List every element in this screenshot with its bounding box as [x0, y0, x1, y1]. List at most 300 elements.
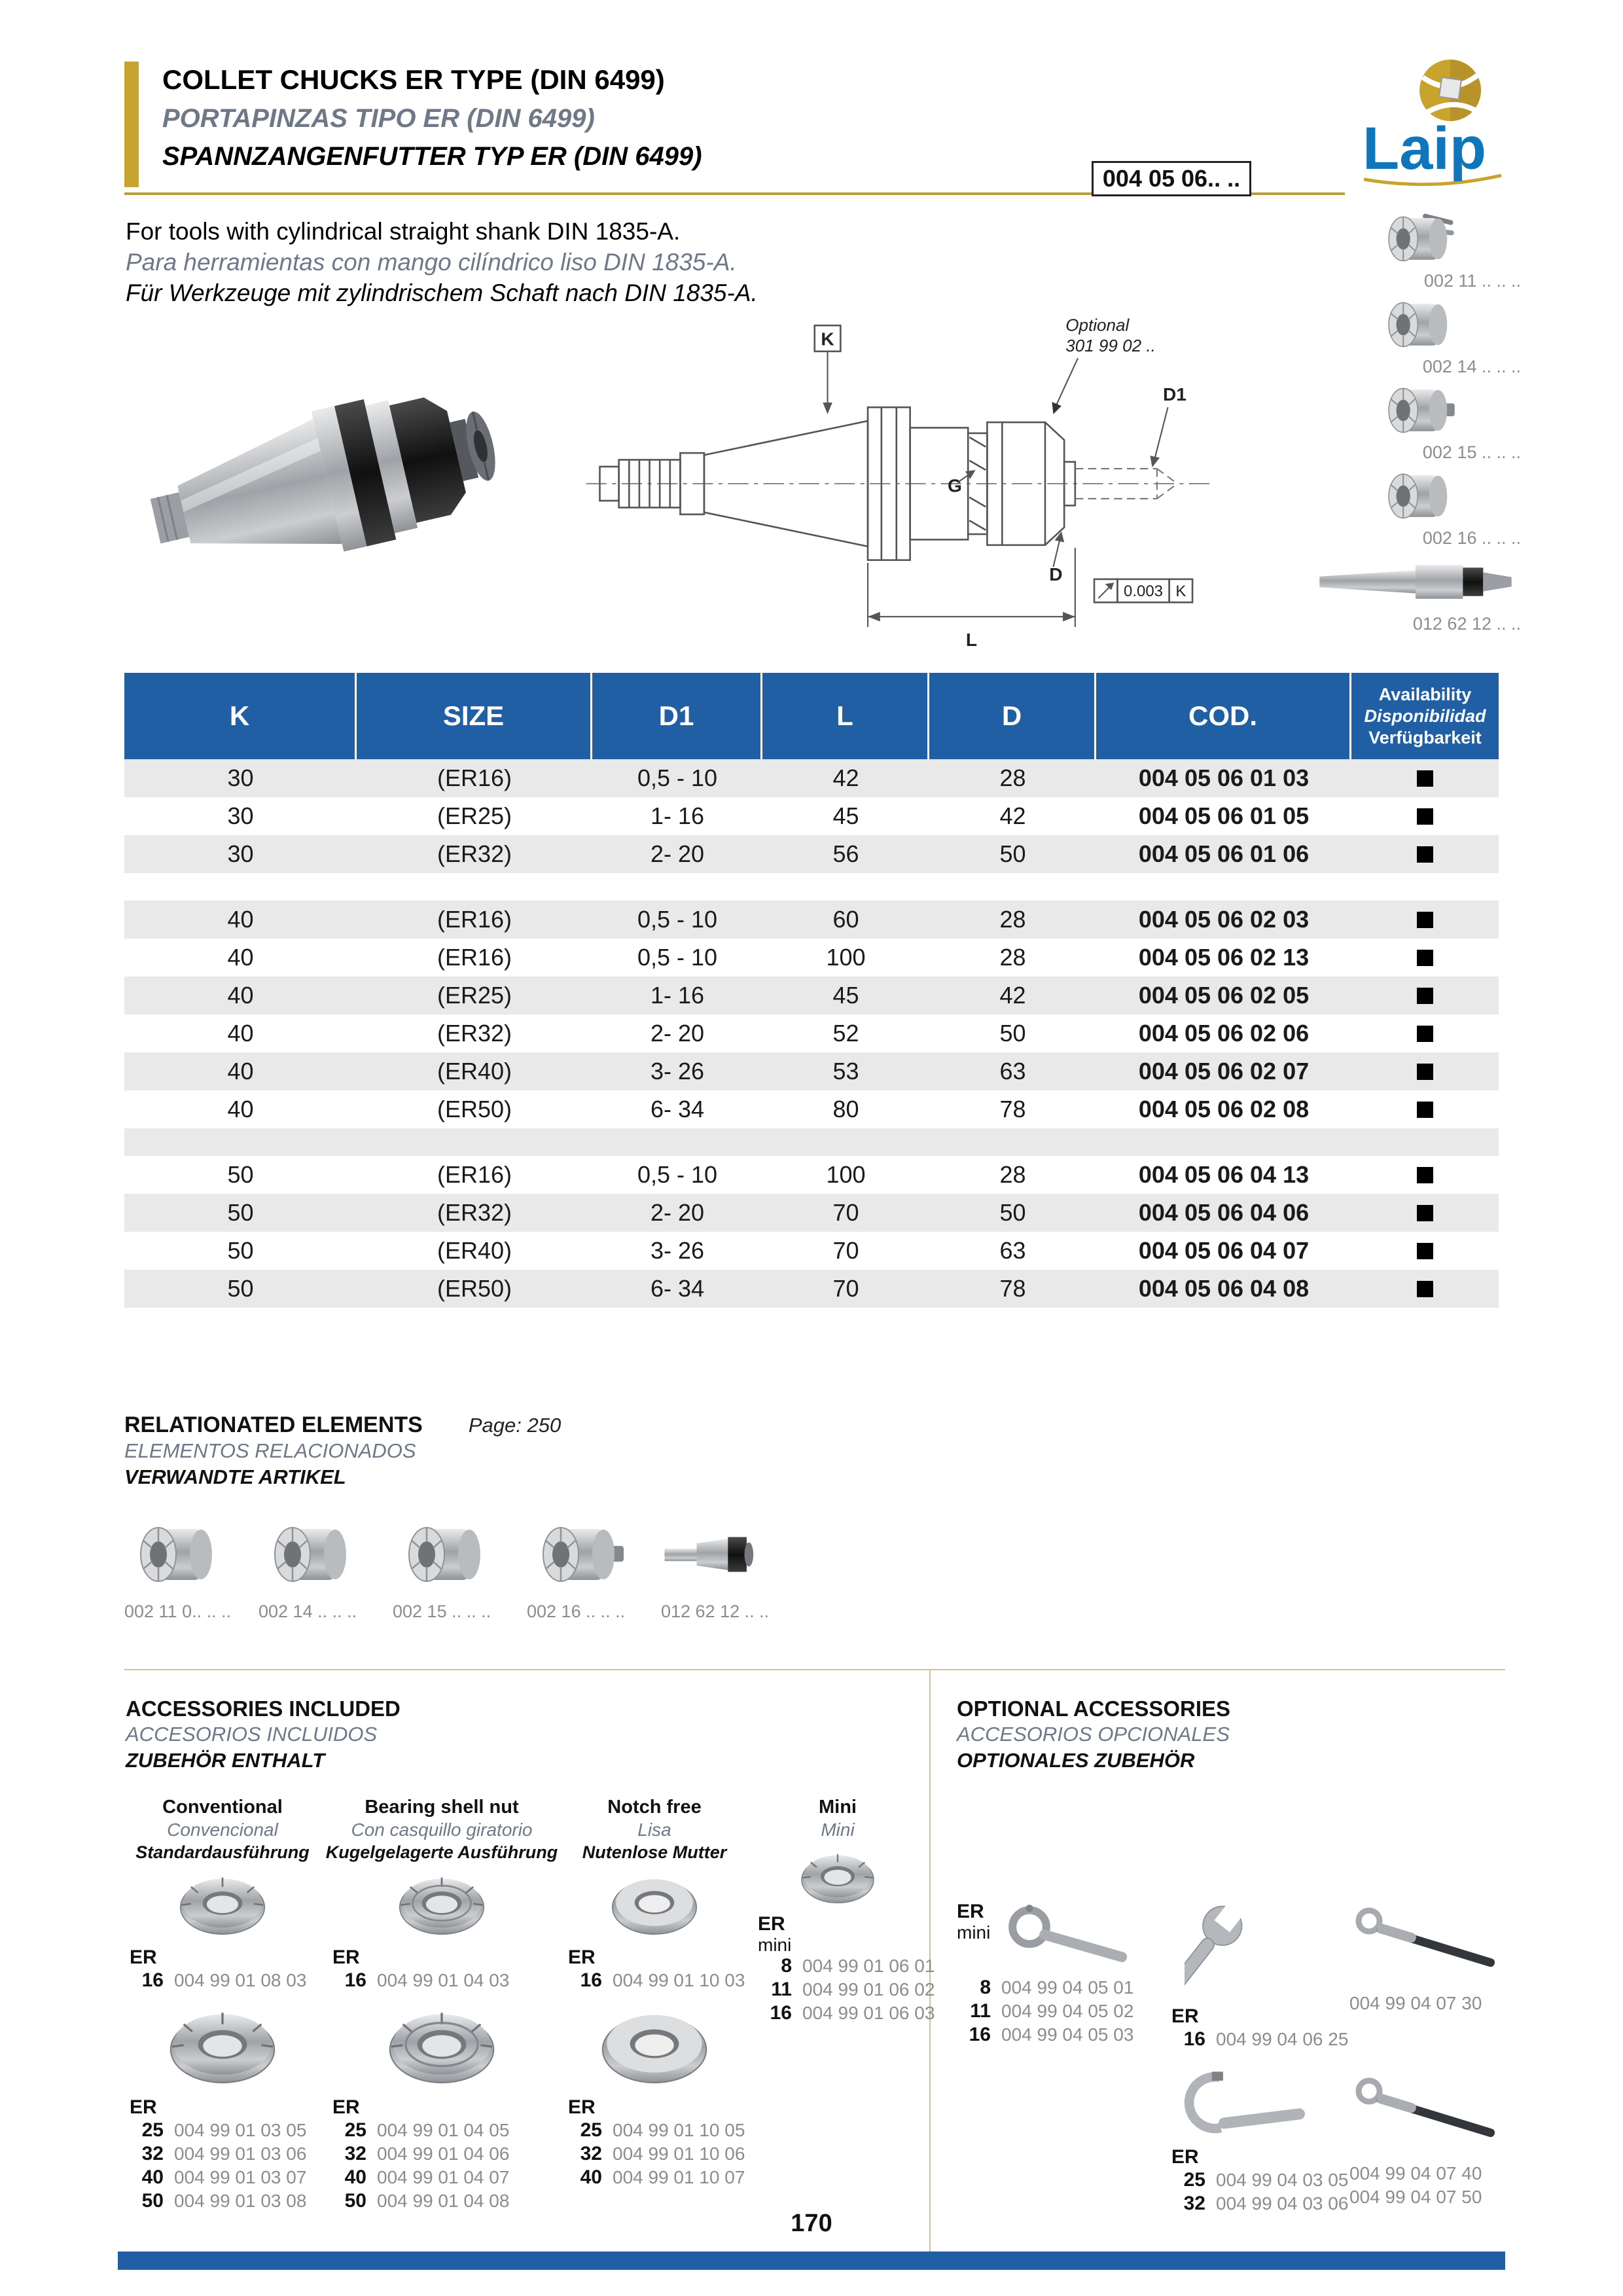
accessory-size: 25 [1183, 2169, 1205, 2191]
accessory-item [1171, 2028, 1348, 2052]
title-accent-bar [124, 62, 139, 187]
cell-d1: 6- 34 [650, 1275, 705, 1302]
accessory-item [758, 2002, 935, 2026]
table-header [124, 673, 1499, 759]
table-row [124, 1232, 1499, 1270]
cell-size: (ER40) [437, 1237, 512, 1264]
accessory-size: 16 [580, 1969, 602, 1991]
side-reference-items [1247, 209, 1525, 638]
cell-size: (ER16) [437, 764, 512, 791]
cell-cod: 004 05 06 04 13 [1138, 1161, 1310, 1188]
table-body [124, 759, 1499, 1308]
cell-cod: 004 05 06 04 06 [1138, 1199, 1310, 1226]
cell-d: 28 [999, 1161, 1026, 1188]
cell-d: 28 [999, 764, 1026, 791]
accessory-code: 004 99 01 03 08 [174, 2191, 307, 2211]
side-reference-item [1247, 295, 1525, 381]
side-item-image [1314, 295, 1517, 354]
cell-l: 80 [832, 1096, 859, 1122]
tommy-bar-icon [1349, 1895, 1507, 1993]
availability-square [1417, 770, 1433, 787]
cell-l: 70 [832, 1199, 859, 1226]
cell-l [762, 873, 929, 901]
cell-k: 30 [227, 764, 254, 791]
related-item [527, 1518, 661, 1622]
pin-spanner-icon [997, 1898, 1141, 1977]
col-header-availability [1351, 673, 1499, 759]
page-titles [162, 60, 702, 175]
cell-availability [1351, 1194, 1499, 1232]
accessory-item [332, 2119, 556, 2143]
cell-k: 40 [227, 944, 254, 971]
cell-d: 28 [999, 906, 1026, 933]
related-item-image [527, 1518, 625, 1591]
dim-label-d: D [1049, 564, 1063, 584]
related-title-en: RELATIONATED ELEMENTS [124, 1412, 423, 1437]
col-header-size: SIZE [357, 673, 592, 759]
optional-title-en: OPTIONAL ACCESSORIES [957, 1696, 1231, 1721]
availability-square [1417, 1243, 1433, 1259]
column-name-en: Mini [819, 1797, 857, 1818]
accessory-code: 004 99 04 03 05 [1216, 2170, 1349, 2190]
accessory-code: 004 99 04 05 02 [1001, 2001, 1134, 2021]
accessory-item [130, 1969, 321, 1993]
accessory-item [1171, 2169, 1348, 2193]
accessory-item [758, 1955, 935, 1979]
cell-cod: 004 05 06 02 06 [1138, 1020, 1310, 1047]
cell-size: (ER16) [437, 1161, 512, 1188]
accessory-item [957, 1977, 1179, 2000]
accessory-size: 40 [141, 2166, 164, 2188]
cell-cod: 004 05 06 04 08 [1138, 1275, 1310, 1302]
optional-code: 301 99 02 .. [1065, 335, 1156, 355]
cell-k: 40 [227, 982, 254, 1009]
accessory-code: 004 99 01 10 03 [613, 1970, 745, 1990]
related-item-image [259, 1518, 357, 1591]
er-series-label: ER [1171, 2146, 1199, 2168]
accessory-code: 004 99 04 07 30 [1349, 1993, 1482, 2013]
accessory-code: 004 99 01 04 06 [377, 2144, 510, 2164]
cell-d1: 3- 26 [650, 1058, 705, 1085]
accessory-size: 50 [344, 2190, 366, 2212]
availability-square [1417, 1205, 1433, 1221]
cell-size: (ER40) [437, 1058, 512, 1085]
accessory-size: 32 [344, 2143, 366, 2164]
column-name-de: Kugelgelagerte Ausführung [325, 1842, 558, 1862]
accessory-code: 004 99 01 03 06 [174, 2144, 307, 2164]
table-row [124, 797, 1499, 835]
table-row [124, 939, 1499, 977]
side-item-image [1314, 467, 1517, 526]
cell-k [124, 1128, 357, 1156]
bearing-nut-large-image [376, 2003, 507, 2090]
table-row [124, 1156, 1499, 1194]
accessory-size: 16 [770, 2002, 792, 2024]
cell-d1: 1- 16 [650, 802, 705, 829]
section-divider-horizontal [124, 1669, 1505, 1670]
cell-d: 78 [999, 1096, 1026, 1122]
cell-l: 52 [832, 1020, 859, 1047]
cell-k: 40 [227, 1058, 254, 1085]
cell-availability [1351, 873, 1499, 901]
cell-d [929, 1128, 1096, 1156]
dim-label-k: K [821, 329, 834, 350]
accessory-size: 40 [344, 2166, 366, 2188]
table-row [124, 1194, 1499, 1232]
availability-square [1417, 1167, 1433, 1183]
optional-accessories-header [957, 1696, 1230, 1774]
cell-cod: 004 05 06 01 06 [1138, 840, 1310, 867]
cell-d: 28 [999, 944, 1026, 971]
related-item-code: 012 62 12 .. .. [661, 1602, 770, 1621]
accessory-size: 8 [781, 1955, 792, 1977]
cell-availability [1351, 797, 1499, 835]
size-table [124, 673, 1499, 1308]
accessory-size: 50 [141, 2190, 164, 2212]
accessory-item [332, 2143, 556, 2166]
accessory-code: 004 99 01 06 03 [802, 2003, 935, 2023]
er-series-label: ER [332, 1946, 360, 1968]
accessories-column-bearing [327, 1797, 556, 2214]
table-row [124, 835, 1499, 873]
cell-k: 50 [227, 1275, 254, 1302]
accessory-size: 16 [141, 1969, 164, 1991]
cell-l: 53 [832, 1058, 859, 1085]
accessory-code: 004 99 01 10 07 [613, 2167, 745, 2187]
side-reference-item [1247, 209, 1525, 295]
conventional-nut-er16-image [167, 1870, 278, 1940]
product-family-code: 004 05 06.. .. [1092, 161, 1251, 196]
notchfree-nut-large-image [589, 2003, 720, 2090]
cell-availability [1351, 1090, 1499, 1128]
cell-d: 78 [999, 1275, 1026, 1302]
notchfree-nut-er16-image [599, 1870, 710, 1940]
side-reference-item [1247, 467, 1525, 552]
cell-availability [1351, 1270, 1499, 1308]
cell-size: (ER25) [437, 982, 512, 1009]
cell-l: 42 [832, 764, 859, 791]
cell-d1: 0,5 - 10 [637, 944, 718, 971]
cell-availability [1351, 977, 1499, 1014]
accessory-code: 004 99 01 04 08 [377, 2191, 510, 2211]
cell-cod: 004 05 06 04 07 [1138, 1237, 1310, 1264]
column-name-de: Nutenlose Mutter [582, 1842, 727, 1862]
col-header-d: D [929, 673, 1096, 759]
accessory-size: 25 [580, 2119, 602, 2141]
column-name-de: Standardausführung [135, 1842, 310, 1862]
cell-cod [1096, 873, 1351, 901]
accessory-item [332, 1969, 556, 1993]
dim-label-d1: D1 [1162, 384, 1186, 404]
intro-line-es: Para herramientas con mango cilíndrico liso DIN 1835-A. [126, 249, 737, 276]
related-item [393, 1518, 527, 1622]
availability-square [1417, 1064, 1433, 1080]
cell-size: (ER32) [437, 1199, 512, 1226]
optional-group-bar-30 [1349, 1895, 1513, 2017]
accessories-title-es: ACCESORIOS INCLUIDOS [126, 1723, 378, 1746]
cell-l: 70 [832, 1237, 859, 1264]
related-elements-section [124, 1412, 795, 1622]
table-row [124, 1090, 1499, 1128]
logo-text: Laip [1363, 115, 1487, 182]
availability-en: Availability [1378, 684, 1472, 704]
accessory-size: 25 [141, 2119, 164, 2141]
accessory-code: 004 99 04 05 01 [1001, 1977, 1134, 1998]
cell-d: 63 [999, 1058, 1026, 1085]
optional-group-hook-spanner [1171, 2065, 1349, 2216]
availability-square [1417, 1102, 1433, 1118]
accessories-included-header [126, 1696, 401, 1774]
accessory-code: 004 99 01 10 06 [613, 2144, 745, 2164]
er-series-label: ER [568, 1946, 596, 1968]
optional-label: Optional [1065, 315, 1130, 335]
page-number: 170 [791, 2210, 832, 2237]
accessory-code: 004 99 04 05 03 [1001, 2024, 1134, 2045]
cell-d1: 2- 20 [650, 840, 705, 867]
accessory-item [568, 2143, 746, 2166]
cell-size: (ER16) [437, 906, 512, 933]
column-name-es: Convencional [167, 1820, 278, 1840]
er-series-sublabel: mini [758, 1935, 792, 1955]
accessory-code: 004 99 04 07 40 [1349, 2163, 1482, 2183]
side-reference-item [1247, 381, 1525, 467]
availability-square [1417, 950, 1433, 966]
accessory-size: 32 [580, 2143, 602, 2164]
cell-availability [1351, 1156, 1499, 1194]
cell-k: 50 [227, 1161, 254, 1188]
intro-line-de: Für Werkzeuge mit zylindrischem Schaft nach DIN 1835-A. [126, 279, 758, 306]
side-item-code: 002 14 .. .. .. [1422, 357, 1521, 376]
cell-d1 [592, 1128, 762, 1156]
related-item-code: 002 15 .. .. .. [393, 1602, 491, 1621]
optional-group-wrench [1171, 1895, 1349, 2052]
cell-cod [1096, 1128, 1351, 1156]
cell-size: (ER50) [437, 1275, 512, 1302]
accessory-code: 004 99 01 10 05 [613, 2120, 745, 2140]
side-item-code: 002 16 .. .. .. [1422, 528, 1521, 548]
cell-d1: 6- 34 [650, 1096, 705, 1122]
accessory-item [130, 2119, 321, 2143]
related-item-code: 002 16 .. .. .. [527, 1602, 626, 1621]
optional-group-mini-spanner [957, 1898, 1179, 2047]
cell-size: (ER16) [437, 944, 512, 971]
side-reference-item [1247, 552, 1525, 638]
cell-availability [1351, 901, 1499, 939]
cell-d: 42 [999, 982, 1026, 1009]
accessories-column-mini [753, 1797, 935, 2026]
er-series-label: ER [130, 1946, 157, 1968]
column-name-en: Conventional [162, 1797, 283, 1818]
cell-d1: 0,5 - 10 [637, 1161, 718, 1188]
cell-size: (ER32) [437, 840, 512, 867]
intro-line-en: For tools with cylindrical straight shank DIN 1835-A. [126, 218, 681, 245]
side-item-image [1314, 209, 1517, 268]
related-page-ref: Page: 250 [468, 1414, 562, 1437]
cell-cod: 004 05 06 01 05 [1138, 802, 1310, 829]
er-series-label: ER [130, 2096, 157, 2118]
accessory-size: 16 [344, 1969, 366, 1991]
accessory-item [130, 2166, 321, 2190]
related-title-de: VERWANDTE ARTIKEL [124, 1465, 346, 1488]
table-row [124, 901, 1499, 939]
cell-availability [1351, 939, 1499, 977]
footer-bar [118, 2251, 1505, 2270]
column-name-es: Mini [821, 1820, 855, 1840]
cell-l: 60 [832, 906, 859, 933]
accessory-code: 004 99 04 03 06 [1216, 2193, 1349, 2214]
cell-d: 42 [999, 802, 1026, 829]
accessory-size: 32 [1183, 2193, 1205, 2214]
availability-square [1417, 1026, 1433, 1042]
side-item-code: 002 15 .. .. .. [1422, 442, 1521, 462]
availability-es: Disponibilidad [1364, 706, 1486, 726]
accessory-size: 16 [1183, 2028, 1205, 2050]
accessory-item [332, 2166, 556, 2190]
page-title-de: SPANNZANGENFUTTER TYP ER (DIN 6499) [162, 142, 702, 171]
technical-drawing [576, 306, 1224, 661]
cell-cod: 004 05 06 02 08 [1138, 1096, 1310, 1122]
table-row [124, 873, 1499, 901]
table-row [124, 1128, 1499, 1156]
cell-availability [1351, 1128, 1499, 1156]
tolerance-value: 0.003 [1124, 582, 1164, 600]
cell-cod: 004 05 06 02 03 [1138, 906, 1310, 933]
cell-cod: 004 05 06 02 13 [1138, 944, 1310, 971]
cell-size [357, 873, 592, 901]
cell-d1: 0,5 - 10 [637, 764, 718, 791]
cell-d1: 3- 26 [650, 1237, 705, 1264]
accessories-title-en: ACCESSORIES INCLUDED [126, 1696, 401, 1721]
accessory-code: 004 99 01 06 01 [802, 1956, 935, 1976]
bearing-nut-er16-image [386, 1870, 497, 1940]
cell-l [762, 1128, 929, 1156]
table-row [124, 1052, 1499, 1090]
availability-square [1417, 808, 1433, 825]
cell-k: 30 [227, 802, 254, 829]
cell-d: 50 [999, 1199, 1026, 1226]
column-name-es: Con casquillo giratorio [351, 1820, 533, 1840]
optional-title-es: ACCESORIOS OPCIONALES [957, 1723, 1230, 1746]
cell-d1: 2- 20 [650, 1020, 705, 1047]
availability-de: Verfügbarkeit [1368, 727, 1482, 747]
er-series-label: ER [758, 1913, 785, 1935]
table-row [124, 759, 1499, 797]
conventional-nut-large-image [157, 2003, 288, 2090]
table-row [124, 977, 1499, 1014]
related-item [259, 1518, 393, 1622]
col-header-d1: D1 [592, 673, 762, 759]
col-header-l: L [762, 673, 929, 759]
cell-k: 50 [227, 1199, 254, 1226]
availability-square [1417, 988, 1433, 1004]
cell-size [357, 1128, 592, 1156]
accessory-size: 40 [580, 2166, 602, 2188]
related-title-es: ELEMENTOS RELACIONADOS [124, 1439, 416, 1462]
accessory-size: 11 [970, 2000, 991, 2022]
cell-k: 40 [227, 906, 254, 933]
related-title-row [124, 1412, 795, 1438]
dim-label-l: L [965, 630, 978, 651]
accessory-code: 004 99 01 03 05 [174, 2120, 307, 2140]
cell-k: 40 [227, 1020, 254, 1047]
accessory-size: 8 [980, 1977, 991, 1998]
cell-availability [1351, 1052, 1499, 1090]
accessories-column-notchfree [563, 1797, 746, 2190]
cell-d1: 0,5 - 10 [637, 906, 718, 933]
column-name-es: Lisa [637, 1820, 671, 1840]
accessory-code: 004 99 01 04 03 [377, 1970, 510, 1990]
availability-square [1417, 912, 1433, 928]
accessory-code: 004 99 01 06 02 [802, 1979, 935, 2000]
mini-nut-image [795, 1848, 880, 1908]
cell-size: (ER25) [437, 802, 512, 829]
side-item-code: 002 11 .. .. .. [1423, 271, 1521, 291]
accessory-code: 004 99 04 06 25 [1216, 2029, 1349, 2049]
page-title-en: COLLET CHUCKS ER TYPE (DIN 6499) [162, 64, 665, 95]
column-name-en: Bearing shell nut [365, 1797, 519, 1818]
related-item-image [661, 1518, 759, 1591]
cell-l: 100 [826, 944, 866, 971]
related-item-code: 002 14 .. .. .. [259, 1602, 357, 1621]
dim-label-g: G [947, 475, 962, 496]
optional-group-bar-40-50 [1349, 2065, 1513, 2210]
cell-cod: 004 05 06 02 05 [1138, 982, 1310, 1009]
optional-title-de: OPTIONALES ZUBEHÖR [957, 1749, 1195, 1772]
related-item [661, 1518, 795, 1622]
tommy-bar-icon [1349, 2065, 1507, 2163]
hook-spanner-icon [1178, 2065, 1319, 2144]
accessory-code: 004 99 01 08 03 [174, 1970, 307, 1990]
accessory-item [957, 2024, 1179, 2047]
accessory-item [568, 2166, 746, 2190]
cell-l: 100 [826, 1161, 866, 1188]
cell-k: 30 [227, 840, 254, 867]
page-title-es: PORTAPINZAS TIPO ER (DIN 6499) [162, 104, 595, 133]
cell-d1: 1- 16 [650, 982, 705, 1009]
accessory-code: 004 99 01 04 07 [377, 2167, 510, 2187]
intro-text [126, 216, 758, 308]
cell-d: 50 [999, 1020, 1026, 1047]
open-end-wrench-icon [1185, 1895, 1309, 2003]
table-row [124, 1014, 1499, 1052]
column-name-en: Notch free [607, 1797, 702, 1818]
cell-d: 50 [999, 840, 1026, 867]
accessory-code: 004 99 01 04 05 [377, 2120, 510, 2140]
accessory-size: 16 [969, 2024, 991, 2045]
laip-logo [1347, 50, 1512, 192]
cell-d1: 2- 20 [650, 1199, 705, 1226]
availability-square [1417, 1281, 1433, 1297]
accessory-size: 25 [344, 2119, 366, 2141]
side-item-image [1314, 381, 1517, 440]
er-series-label: ER [1171, 2005, 1199, 2027]
cell-size: (ER50) [437, 1096, 512, 1122]
cell-availability [1351, 835, 1499, 873]
er-series-label: ER [568, 2096, 596, 2118]
accessory-size: 11 [771, 1979, 792, 2000]
table-row [124, 1270, 1499, 1308]
cell-k: 50 [227, 1237, 254, 1264]
er-series-label: ER [332, 2096, 360, 2118]
er-series-sublabel: mini [957, 1922, 991, 1943]
related-items [124, 1518, 795, 1622]
cell-availability [1351, 1232, 1499, 1270]
cell-d: 63 [999, 1237, 1026, 1264]
accessory-item [758, 1979, 935, 2002]
related-item-image [124, 1518, 223, 1591]
accessory-code: 004 99 01 03 07 [174, 2167, 307, 2187]
side-item-code: 012 62 12 .. .. [1412, 614, 1521, 634]
